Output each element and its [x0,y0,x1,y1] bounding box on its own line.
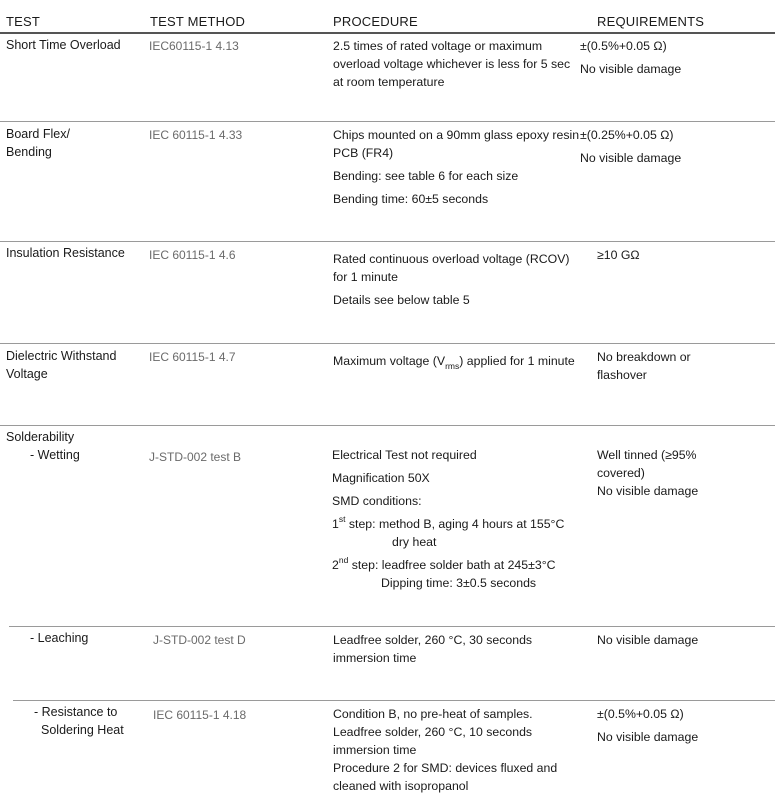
test-short-time-overload: Short Time Overload [6,38,121,52]
method-board-flex: IEC 60115-1 4.33 [149,128,243,142]
method-dielectric-withstand: IEC 60115-1 4.7 [149,350,236,364]
requirements-wetting: Well tinned (≥95% covered) No visible damage [597,448,699,498]
row-divider [9,626,775,627]
row-divider [13,700,775,701]
procedure-short-time-overload: 2.5 times of rated voltage or maximum overload voltage whichever is less for 5 sec at room temperature [333,39,571,89]
method-wetting: J-STD-002 test B [149,450,242,464]
method-leaching: J-STD-002 test D [153,633,246,647]
requirements-resistance-to-soldering-heat: ±(0.5%+0.05 Ω) No visible damage [597,707,699,744]
method-resistance-to-soldering-heat: IEC 60115-1 4.18 [153,708,247,722]
test-solderability: Solderability [6,430,75,444]
header-requirements: REQUIREMENTS [597,14,705,29]
procedure-wetting: Electrical Test not required Magnification 50X SMD conditions: 1st step: method B, aging 4 hours at 155°C dry heat 2nd step: leadfree solder bath at 245±3°C Dipping time: 3±0.5 seconds [332,448,565,590]
procedure-insulation-resistance: Rated continuous overload voltage (RCOV) for 1 minute Details see below table 5 [333,252,570,307]
test-leaching: - Leaching [30,631,89,645]
row-divider [0,241,775,242]
test-insulation-resistance: Insulation Resistance [6,246,125,260]
requirements-insulation-resistance: ≥10 GΩ [597,248,640,262]
procedure-leaching: Leadfree solder, 260 °C, 30 seconds immersion time [333,633,533,665]
requirements-board-flex: ±(0.25%+0.05 Ω) No visible damage [580,128,682,165]
test-resistance-to-soldering-heat: - Resistance to Soldering Heat [34,705,124,737]
row-divider [0,121,775,122]
procedure-resistance-to-soldering-heat: Condition B, no pre-heat of samples. Leadfree solder, 260 °C, 10 seconds immersion time Procedure 2 for SMD: devices fluxed and cleaned with isopropanol [333,707,558,793]
row-divider [0,343,775,344]
method-short-time-overload: IEC60115-1 4.13 [149,39,239,53]
header-procedure: PROCEDURE [333,14,418,29]
test-board-flex: Board Flex/ Bending [6,127,70,159]
requirements-leaching: No visible damage [597,633,699,647]
requirements-short-time-overload: ±(0.5%+0.05 Ω) No visible damage [580,39,682,76]
test-wetting: - Wetting [30,448,80,462]
method-insulation-resistance: IEC 60115-1 4.6 [149,248,236,262]
header-test: TEST [6,14,41,29]
procedure-dielectric-withstand: Maximum voltage $(V_{rms})$ applied for 1 minute [333,354,575,372]
requirements-dielectric-withstand: No breakdown or flashover [597,350,691,382]
row-divider [0,425,775,426]
test-dielectric-withstand: Dielectric Withstand Voltage [6,349,117,381]
procedure-board-flex: Chips mounted on a 90mm glass epoxy resin PCB (FR4) Bending: see table 6 for each size Bending time: 60±5 seconds [333,128,580,206]
header-test-method: TEST METHOD [150,14,246,29]
header-divider [0,32,775,34]
